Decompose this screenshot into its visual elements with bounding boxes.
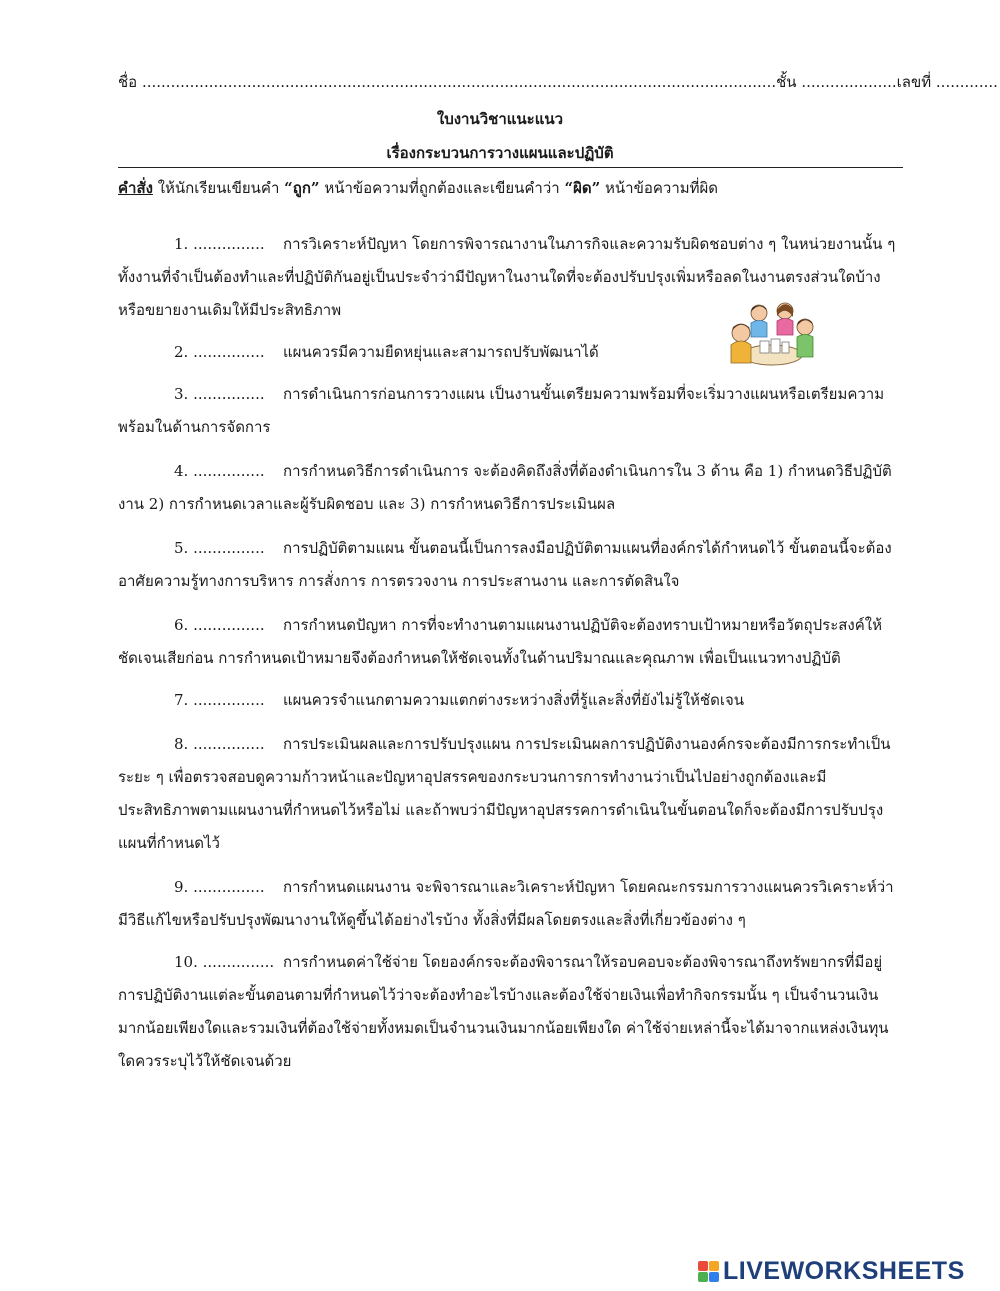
question-item-5 bbox=[118, 532, 903, 598]
students-planning-illustration bbox=[727, 297, 817, 377]
logo-text: LIVEWORKSHEETS bbox=[723, 1256, 965, 1285]
answer-blank[interactable]: ............... bbox=[193, 878, 265, 896]
instruction-label: คำสั่ง bbox=[118, 179, 153, 197]
title-divider bbox=[118, 167, 903, 168]
item-number: 1. bbox=[174, 235, 189, 253]
item-number: 5. bbox=[174, 539, 189, 557]
question-item-8 bbox=[118, 728, 903, 860]
worksheet-subtitle: เรื่องกระบวนการวางแผนและปฏิบัติ bbox=[386, 144, 614, 162]
item-text: การกำหนดวิธีการดำเนินการ จะต้องคิดถึงสิ่งที่ต้องดำเนินการใน 3 ด้าน คือ 1) กำหนดวิธีปฏิบัติงาน 2) การกำหนดเวลาและผู้รับผิดชอบ และ 3) การกำหนดวิธีการประเมินผล bbox=[118, 462, 892, 513]
question-item-2 bbox=[118, 336, 718, 369]
answer-blank[interactable]: ............... bbox=[193, 735, 265, 753]
instruction-text-3: หน้าข้อความที่ผิด bbox=[600, 179, 719, 197]
item-text: การกำหนดแผนงาน จะพิจารณาและวิเคราะห์ปัญหา โดยคณะกรรมการวางแผนควรวิเคราะห์ว่ามีวิธีแก้ไขหรือปรับปรุงพัฒนางานให้ดูขึ้นได้อย่างไรบ้าง ทั้งสิ่งที่มีผลโดยตรงและสิ่งที่เกี่ยวข้องต่าง ๆ bbox=[118, 878, 894, 929]
item-text: การประเมินผลและการปรับปรุงแผน การประเมินผลการปฏิบัติงานองค์กรจะต้องมีการกระทำเป็นระยะ ๆ เพื่อตรวจสอบดูความก้าวหน้าและปัญหาอุปสรรคของกระบวนการการทำงานว่าเป็นไปอย่างถูกต้องและมีประสิทธิภาพตามแผนงานที่กำหนดไว้หรือไม่ และถ้าพบว่ามีปัญหาอุปสรรคการดำเนินในขั้นตอนใดก็จะต้องมีการปรับปรุงแผนที่กำหนดไว้ bbox=[118, 735, 891, 852]
item-text: การปฏิบัติตามแผน ขั้นตอนนี้เป็นการลงมือปฏิบัติตามแผนที่องค์กรได้กำหนดไว้ ขั้นตอนนี้จะต้องอาศัยความรู้ทางการบริหาร การสั่งการ การตรวจงาน การประสานงาน และการตัดสินใจ bbox=[118, 539, 892, 590]
item-number: 10. bbox=[174, 953, 198, 971]
answer-blank[interactable]: ............... bbox=[193, 235, 265, 253]
worksheet-title: ใบงานวิชาแนะแนว bbox=[436, 110, 564, 128]
item-text: การกำหนดค่าใช้จ่าย โดยองค์กรจะต้องพิจารณาให้รอบคอบจะต้องพิจารณาถึงทรัพยากรที่มีอยู่การปฏิบัติงานแต่ละขั้นตอนตามที่กำหนดไว้ว่าจะต้องทำอะไรบ้างและต้องใช้จ่ายเงินเพื่อทำกิจกรรมนั้น ๆ เป็นจำนวนเงินมากน้อยเพียงใดและรวมเงินที่ต้องใช้จ่ายทั้งหมดเป็นจำนวนเงินมากน้อยเพียงใด ค่าใช้จ่ายเหล่านี้จะได้มาจากแหล่งเงินทุนใดควรระบุไว้ให้ชัดเจนด้วย bbox=[118, 953, 889, 1070]
item-text: การกำหนดปัญหา การที่จะทำงานตามแผนงานปฏิบัติจะต้องทราบเป้าหมายหรือวัตถุประสงค์ให้ชัดเจนเสียก่อน การกำหนดเป้าหมายจึงต้องกำหนดให้ชัดเจนทั้งในด้านปริมาณและคุณภาพ เพื่อเป็นแนวทางปฏิบัติ bbox=[118, 616, 882, 667]
item-number: 3. bbox=[174, 385, 189, 403]
liveworksheets-logo bbox=[698, 1258, 965, 1284]
answer-blank[interactable]: ............... bbox=[193, 539, 265, 557]
answer-blank[interactable]: ............... bbox=[202, 953, 275, 971]
instruction-text-1: ให้นักเรียนเขียนคำ bbox=[152, 179, 285, 197]
instruction-line bbox=[118, 176, 918, 200]
item-number: 4. bbox=[174, 462, 189, 480]
name-class-number-line: ชื่อ .....................................................................................................................................ชั้น ....................เลขที่ ............. bbox=[118, 73, 998, 91]
instruction-text-2: หน้าข้อความที่ถูกต้องและเขียนคำว่า bbox=[319, 179, 565, 197]
item-number: 6. bbox=[174, 616, 189, 634]
item-text: แผนควรมีความยืดหยุ่นและสามารถปรับพัฒนาได้ bbox=[283, 343, 599, 361]
question-item-10 bbox=[118, 946, 903, 1078]
question-item-7 bbox=[118, 684, 903, 717]
item-number: 8. bbox=[174, 735, 189, 753]
question-item-6 bbox=[118, 609, 903, 675]
question-item-3 bbox=[118, 378, 903, 444]
item-number: 2. bbox=[174, 343, 189, 361]
answer-blank[interactable]: ............... bbox=[193, 343, 265, 361]
item-text: การวิเคราะห์ปัญหา โดยการพิจารณางานในภารกิจและความรับผิดชอบต่าง ๆ ในหน่วยงานนั้น ๆ ทั้งงานที่จำเป็นต้องทำและที่ปฏิบัติกันอยู่เป็นประจำว่ามีปัญหาในงานใดที่จะต้องปรับปรุงเพิ่มหรือลดในงานตรงส่วนใดบ้างหรือขยายงานเดิมให้มีประสิทธิภาพ bbox=[118, 235, 896, 319]
item-text: การดำเนินการก่อนการวางแผน เป็นงานขั้นเตรียมความพร้อมที่จะเริ่มวางแผนหรือเตรียมความพร้อมในด้านการจัดการ bbox=[118, 385, 885, 436]
answer-blank[interactable]: ............... bbox=[193, 616, 265, 634]
answer-blank[interactable]: ............... bbox=[193, 691, 265, 709]
item-number: 9. bbox=[174, 878, 189, 896]
answer-blank[interactable]: ............... bbox=[193, 462, 265, 480]
item-number: 7. bbox=[174, 691, 189, 709]
item-text: แผนควรจำแนกตามความแตกต่างระหว่างสิ่งที่รู้และสิ่งที่ยังไม่รู้ให้ชัดเจน bbox=[283, 691, 745, 709]
question-item-4 bbox=[118, 455, 903, 521]
answer-blank[interactable]: ............... bbox=[193, 385, 265, 403]
logo-mark-icon bbox=[698, 1261, 719, 1282]
correct-word: “ถูก” bbox=[284, 179, 320, 197]
question-item-9 bbox=[118, 871, 903, 937]
wrong-word: “ผิด” bbox=[564, 179, 601, 197]
